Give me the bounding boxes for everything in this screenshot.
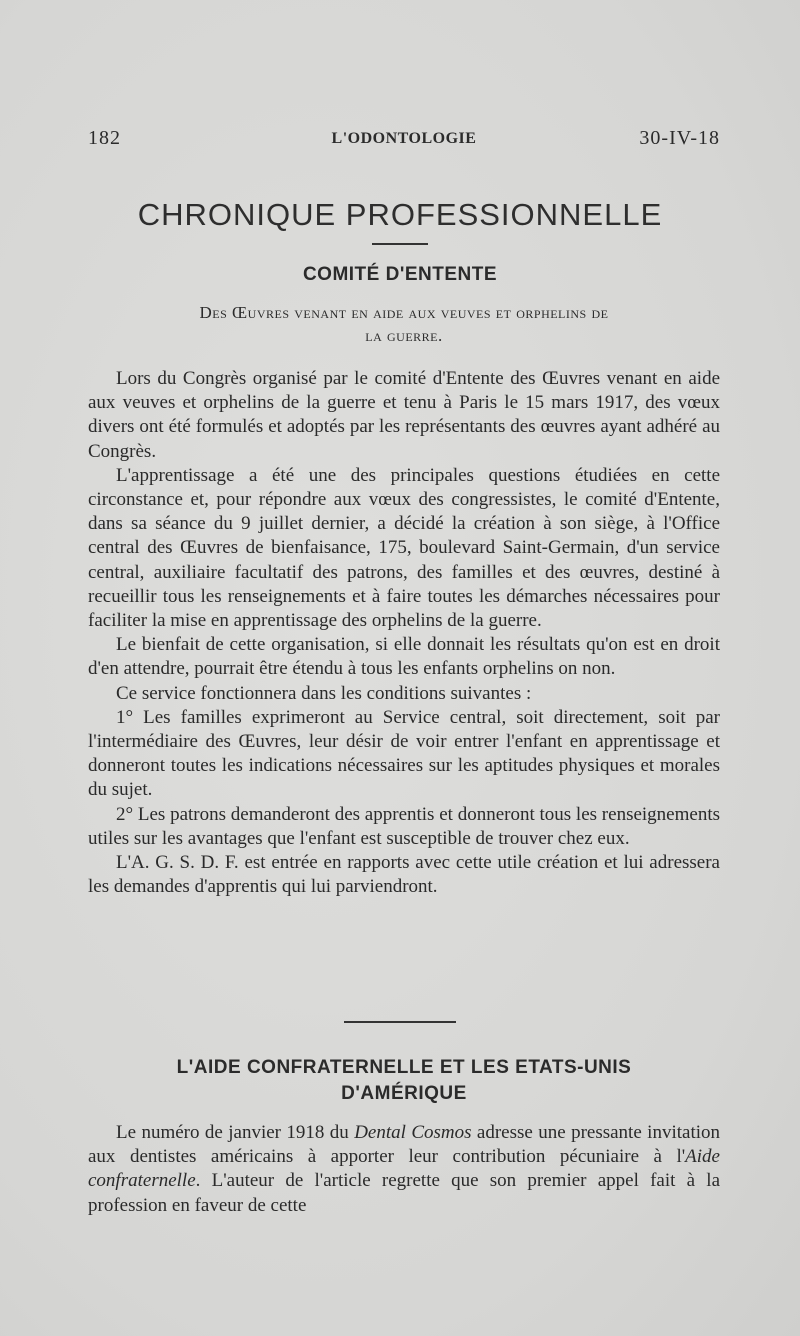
publication-name: Dental Cosmos bbox=[354, 1122, 472, 1143]
article-body bbox=[88, 1121, 720, 1218]
journal-title: L'ODONTOLOGIE bbox=[331, 130, 477, 147]
article-body bbox=[88, 367, 720, 899]
caption-line: la guerre. bbox=[365, 326, 443, 345]
section-separator bbox=[344, 1021, 456, 1023]
text-run: . L'auteur de l'article regrette que son premier appel fait à la profession en faveur de cette bbox=[88, 1170, 720, 1216]
title-line: L'AIDE CONFRATERNELLE ET LES ETATS-UNIS bbox=[176, 1057, 632, 1078]
paragraph bbox=[88, 1121, 720, 1218]
title-line: D'AMÉRIQUE bbox=[341, 1083, 467, 1104]
page-number: 182 bbox=[88, 127, 121, 149]
paragraph: L'A. G. S. D. F. est entrée en rapports avec cette utile création et lui adressera les demandes d'apprentis qui lui parviendront. bbox=[88, 852, 720, 898]
organization-name: Aide confraternelle bbox=[88, 1146, 720, 1192]
paragraph: Lors du Congrès organisé par le comité d'Entente des Œuvres venant en aide aux veuves et orphelins de la guerre et tenu à Paris le 15 mars 1917, des vœux divers ont été formulés et adoptés par les représentants des œuvres ayant adhéré au Congrès. bbox=[88, 368, 720, 462]
article-caption bbox=[88, 301, 720, 347]
section-title: CHRONIQUE PROFESSIONNELLE bbox=[137, 197, 663, 232]
paragraph: 2° Les patrons demanderont des apprentis et donneront tous les renseignements utiles sur les avantages que l'enfant est susceptible de trouver chez eux. bbox=[88, 803, 720, 849]
text-run: adresse une pressante invitation aux dentistes américains à apporter leur contribution pécuniaire à l' bbox=[88, 1122, 721, 1168]
caption-line: Des Œuvres venant en aide aux veuves et orphelins de bbox=[199, 303, 609, 322]
running-header bbox=[88, 127, 720, 157]
text-run: Le numéro de janvier 1918 du bbox=[116, 1122, 355, 1143]
paragraph: 1° Les familles exprimeront au Service central, soit directement, soit par l'intermédiaire des Œuvres, leur désir de voir entrer l'enfant en apprentissage et donneront toutes les indications nécessaires sur les aptitudes physiques et morales du sujet. bbox=[88, 706, 720, 801]
paragraph: L'apprentissage a été une des principales questions étudiées en cette circonstance et, pour répondre aux vœux des congressistes, le comité d'Entente, dans sa séance du 9 juillet dernier, a décidé la création à son siège, à l'Office central des Œuvres de bienfaisance, 175, boulevard Saint-Germain, d'un service central, auxiliaire facultatif des patrons, des familles et des œuvres, destiné à recueillir tous les renseignements et à faire toutes les démarches nécessaires pour faciliter la mise en apprentissage des orphelins de la guerre. bbox=[88, 464, 720, 632]
paragraph: Ce service fonctionnera dans les conditions suivantes : bbox=[116, 682, 532, 704]
issue-date: 30-IV-18 bbox=[639, 127, 720, 149]
title-rule bbox=[372, 243, 428, 245]
article-title bbox=[88, 1055, 720, 1107]
paragraph: Le bienfait de cette organisation, si elle donnait les résultats qu'on est en droit d'en attendre, pourrait être étendu à tous les enfants orphelins on non. bbox=[88, 634, 720, 680]
article-title: COMITÉ D'ENTENTE bbox=[302, 264, 498, 285]
